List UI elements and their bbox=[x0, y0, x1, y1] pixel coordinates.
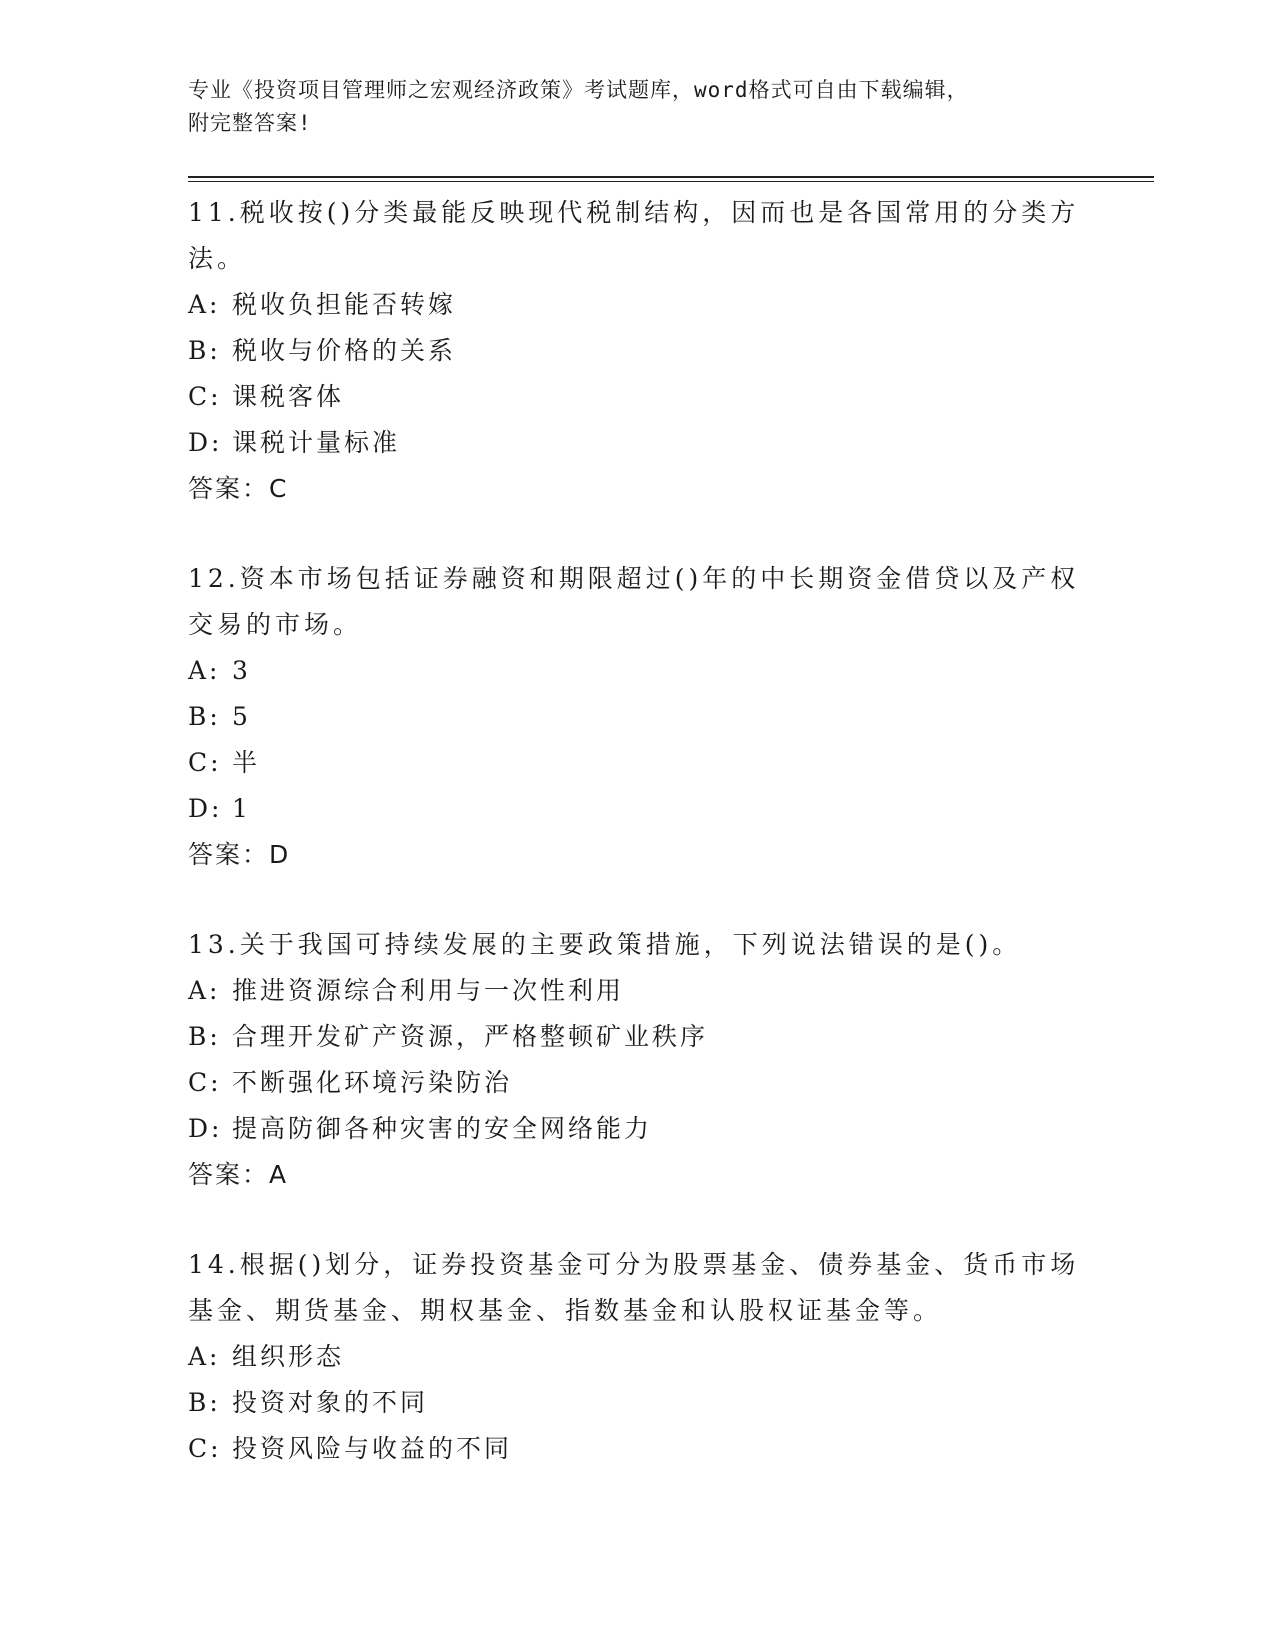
option-key: A: bbox=[188, 976, 221, 1005]
option-b bbox=[188, 1014, 1088, 1060]
option-b bbox=[188, 328, 1088, 374]
option-key: B: bbox=[188, 702, 221, 731]
header-line-1: 专业《投资项目管理师之宏观经济政策》考试题库，word格式可自由下载编辑， bbox=[188, 78, 969, 102]
option-b bbox=[188, 1380, 1088, 1426]
option-d bbox=[188, 1106, 1088, 1152]
answer-value: A bbox=[269, 1160, 289, 1189]
option-text: 课税计量标准 bbox=[232, 428, 401, 457]
option-text: 投资对象的不同 bbox=[232, 1388, 429, 1417]
header-rule-thick bbox=[188, 176, 1154, 178]
option-a bbox=[188, 968, 1088, 1014]
option-d bbox=[188, 420, 1088, 466]
option-c bbox=[188, 1426, 1088, 1472]
answer-value: C bbox=[269, 474, 289, 503]
question-12 bbox=[188, 556, 1088, 878]
option-key: D: bbox=[188, 794, 223, 823]
option-text: 合理开发矿产资源，严格整顿矿业秩序 bbox=[232, 1022, 709, 1051]
option-text: 推进资源综合利用与一次性利用 bbox=[232, 976, 625, 1005]
option-key: D: bbox=[188, 428, 223, 457]
question-stem: 12.资本市场包括证券融资和期限超过()年的中长期资金借贷以及产权交易的市场。 bbox=[188, 564, 1080, 639]
option-key: A: bbox=[188, 656, 221, 685]
option-a bbox=[188, 282, 1088, 328]
header-line-2: 附完整答案! bbox=[188, 111, 312, 135]
option-key: B: bbox=[188, 1388, 221, 1417]
option-text: 不断强化环境污染防治 bbox=[232, 1068, 513, 1097]
option-b bbox=[188, 694, 1088, 740]
option-text: 5 bbox=[232, 702, 251, 731]
question-11 bbox=[188, 190, 1088, 512]
option-key: A: bbox=[188, 290, 221, 319]
question-stem: 13.关于我国可持续发展的主要政策措施，下列说法错误的是()。 bbox=[188, 930, 1022, 959]
question-stem: 11.税收按()分类最能反映现代税制结构，因而也是各国常用的分类方法。 bbox=[188, 198, 1080, 273]
option-key: C: bbox=[188, 748, 222, 777]
question-13 bbox=[188, 922, 1088, 1198]
option-c bbox=[188, 740, 1088, 786]
option-a bbox=[188, 1334, 1088, 1380]
answer-line bbox=[188, 1152, 1088, 1198]
option-text: 税收负担能否转嫁 bbox=[232, 290, 457, 319]
answer-value: D bbox=[269, 840, 291, 869]
answer-line bbox=[188, 466, 1088, 512]
option-key: B: bbox=[188, 1022, 221, 1051]
option-text: 提高防御各种灾害的安全网络能力 bbox=[232, 1114, 653, 1143]
document-header bbox=[188, 74, 1068, 140]
answer-line bbox=[188, 832, 1088, 878]
option-text: 3 bbox=[232, 656, 251, 685]
answer-label: 答案： bbox=[188, 474, 270, 503]
option-key: C: bbox=[188, 382, 222, 411]
question-14 bbox=[188, 1242, 1088, 1472]
option-text: 税收与价格的关系 bbox=[232, 336, 457, 365]
option-key: D: bbox=[188, 1114, 223, 1143]
header-rule-thin bbox=[188, 181, 1154, 182]
answer-label: 答案： bbox=[188, 1160, 270, 1189]
option-key: C: bbox=[188, 1434, 222, 1463]
option-key: C: bbox=[188, 1068, 222, 1097]
option-text: 课税客体 bbox=[232, 382, 345, 411]
option-text: 组织形态 bbox=[232, 1342, 345, 1371]
answer-label: 答案： bbox=[188, 840, 270, 869]
option-d bbox=[188, 786, 1088, 832]
question-list bbox=[188, 190, 1088, 1516]
option-c bbox=[188, 1060, 1088, 1106]
option-a bbox=[188, 648, 1088, 694]
option-text: 半 bbox=[232, 748, 261, 777]
option-text: 投资风险与收益的不同 bbox=[232, 1434, 513, 1463]
option-key: B: bbox=[188, 336, 221, 365]
option-key: A: bbox=[188, 1342, 221, 1371]
option-text: 1 bbox=[232, 794, 251, 823]
question-stem: 14.根据()划分，证券投资基金可分为股票基金、债券基金、货币市场基金、期货基金、期权基金、指数基金和认股权证基金等。 bbox=[188, 1250, 1080, 1325]
option-c bbox=[188, 374, 1088, 420]
